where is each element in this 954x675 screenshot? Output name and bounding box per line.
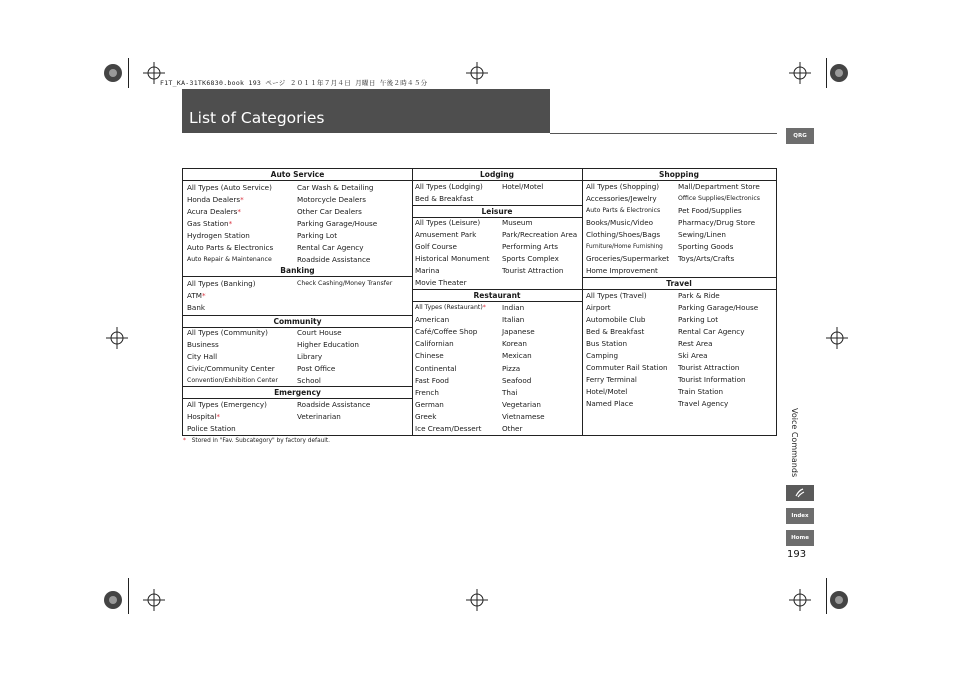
category-item: Sports Complex bbox=[502, 254, 559, 263]
category-item: All Types (Leisure) bbox=[415, 218, 481, 227]
title-bar bbox=[182, 89, 550, 133]
crosshair-icon bbox=[466, 62, 488, 84]
table-column-1 bbox=[183, 169, 413, 435]
crop-mark bbox=[128, 578, 129, 614]
category-item: All Types (Lodging) bbox=[415, 182, 483, 191]
category-item: Japanese bbox=[502, 327, 535, 337]
categories-table bbox=[182, 168, 777, 436]
category-item: Gas Station* bbox=[187, 219, 233, 228]
default-favorite-marker: * bbox=[216, 412, 220, 421]
footnote-text: Stored in "Fav. Subcategory" by factory default. bbox=[191, 438, 331, 444]
category-item: Hydrogen Station bbox=[187, 231, 250, 240]
crop-mark bbox=[128, 58, 129, 88]
category-item: Rental Car Agency bbox=[297, 243, 364, 252]
registration-mark-icon bbox=[828, 589, 850, 611]
category-item: Continental bbox=[415, 363, 457, 373]
category-item: Park & Ride bbox=[678, 291, 720, 300]
category-item: Post Office bbox=[297, 364, 336, 373]
category-item: Roadside Assistance bbox=[297, 400, 371, 409]
category-item: Police Station bbox=[187, 424, 236, 433]
category-item: Office Supplies/Electronics bbox=[678, 195, 761, 202]
category-item: Performing Arts bbox=[502, 242, 559, 251]
default-favorite-marker: * bbox=[228, 219, 233, 228]
section-header-shopping: Shopping bbox=[582, 169, 776, 181]
category-item: Mall/Department Store bbox=[678, 182, 760, 191]
print-header: F1T_KA-31TK6830.book 193 ページ ２０１１年７月４日 月曜日 午後２時４５分 bbox=[160, 79, 428, 87]
category-item: City Hall bbox=[187, 352, 218, 361]
category-item: Pet Food/Supplies bbox=[678, 206, 742, 215]
category-item: Bed & Breakfast bbox=[586, 327, 645, 336]
category-item: Hotel/Motel bbox=[586, 387, 628, 396]
category-item: Library bbox=[297, 352, 323, 361]
category-item: All Types (Auto Service) bbox=[187, 183, 272, 192]
crosshair-icon bbox=[789, 62, 811, 84]
category-item: School bbox=[297, 376, 321, 385]
category-item: All Types (Travel) bbox=[586, 291, 647, 300]
category-item: Ferry Terminal bbox=[586, 375, 637, 384]
category-item: Parking Lot bbox=[297, 231, 338, 240]
category-item: Train Station bbox=[678, 387, 724, 396]
table-column-2 bbox=[412, 169, 583, 435]
category-item: Tourist Attraction bbox=[678, 363, 740, 372]
category-item: American bbox=[415, 315, 450, 325]
category-item: Accessories/Jewelry bbox=[586, 194, 657, 203]
footnote bbox=[183, 438, 330, 444]
category-item: Named Place bbox=[586, 399, 634, 408]
category-item: Airport bbox=[586, 303, 611, 312]
category-item: Pharmacy/Drug Store bbox=[678, 218, 756, 227]
category-item: Californian bbox=[415, 339, 454, 349]
section-header-auto-service: Auto Service bbox=[183, 169, 412, 181]
category-item: Higher Education bbox=[297, 340, 359, 349]
crosshair-icon bbox=[826, 327, 848, 349]
category-item: Hotel/Motel bbox=[502, 182, 544, 191]
category-item: Italian bbox=[502, 315, 525, 325]
category-item: Toys/Arts/Crafts bbox=[678, 254, 735, 263]
category-item: Marina bbox=[415, 266, 440, 275]
default-favorite-marker: * bbox=[240, 195, 244, 204]
category-item: Parking Garage/House bbox=[678, 303, 759, 312]
category-item: German bbox=[415, 399, 444, 409]
table-column-3 bbox=[582, 169, 776, 435]
default-favorite-marker: * bbox=[237, 207, 242, 216]
category-item: Mexican bbox=[502, 351, 532, 361]
category-item: Tourist Information bbox=[678, 375, 746, 384]
category-item: All Types (Restaurant)* bbox=[415, 304, 486, 311]
category-item: Books/Music/Video bbox=[586, 218, 654, 227]
category-item: Movie Theater bbox=[415, 278, 467, 287]
qrg-tab[interactable]: QRG bbox=[786, 128, 814, 144]
category-item: Vegetarian bbox=[502, 399, 541, 409]
category-item: Seafood bbox=[502, 375, 532, 385]
section-header-banking: Banking bbox=[183, 265, 412, 277]
category-item: Fast Food bbox=[415, 375, 449, 385]
category-item: Parking Lot bbox=[678, 315, 719, 324]
home-tab[interactable]: Home bbox=[786, 530, 814, 546]
registration-mark-icon bbox=[828, 62, 850, 84]
category-item: Golf Course bbox=[415, 242, 457, 251]
category-item: Historical Monument bbox=[415, 254, 490, 263]
category-item: Home Improvement bbox=[586, 266, 658, 275]
category-item: Other Car Dealers bbox=[297, 207, 362, 216]
category-item: All Types (Banking) bbox=[187, 279, 256, 288]
category-item: Korean bbox=[502, 339, 527, 349]
category-item: Sporting Goods bbox=[678, 242, 734, 251]
category-item: Other bbox=[502, 424, 523, 433]
category-item: Honda Dealers* bbox=[187, 195, 244, 204]
category-item: Ice Cream/Dessert bbox=[415, 424, 482, 433]
category-item: Bus Station bbox=[586, 339, 628, 348]
category-item: Groceries/Supermarket bbox=[586, 254, 670, 263]
category-item: Rental Car Agency bbox=[678, 327, 745, 336]
category-item: Sewing/Linen bbox=[678, 230, 726, 239]
category-item: Thai bbox=[502, 387, 518, 397]
category-item: Commuter Rail Station bbox=[586, 363, 668, 372]
category-item: Café/Coffee Shop bbox=[415, 327, 478, 337]
category-item: Park/Recreation Area bbox=[502, 230, 578, 239]
title-rule bbox=[550, 133, 777, 134]
section-header-community: Community bbox=[183, 315, 412, 328]
default-favorite-marker: * bbox=[482, 304, 486, 311]
category-item: Vietnamese bbox=[502, 411, 545, 421]
crop-mark bbox=[826, 58, 827, 88]
category-item: Pizza bbox=[502, 363, 521, 373]
category-item: ATM* bbox=[187, 291, 206, 300]
category-item: Camping bbox=[586, 351, 619, 360]
category-item: Indian bbox=[502, 303, 525, 312]
page-title: List of Categories bbox=[189, 109, 325, 127]
default-favorite-marker: * bbox=[201, 291, 206, 300]
category-item: Parking Garage/House bbox=[297, 219, 378, 228]
category-item: Bed & Breakfast bbox=[415, 194, 474, 203]
crosshair-icon bbox=[789, 589, 811, 611]
category-item: Civic/Community Center bbox=[187, 364, 275, 373]
category-item: Auto Parts & Electronics bbox=[187, 243, 274, 252]
category-item: All Types (Emergency) bbox=[187, 400, 267, 409]
footnote-marker: * bbox=[183, 438, 186, 444]
page-number: 193 bbox=[787, 549, 807, 560]
section-header-restaurant: Restaurant bbox=[412, 289, 582, 302]
section-header-lodging: Lodging bbox=[412, 169, 582, 181]
crosshair-icon bbox=[143, 589, 165, 611]
category-item: Chinese bbox=[415, 351, 444, 361]
category-item: Clothing/Shoes/Bags bbox=[586, 230, 661, 239]
category-item: Bank bbox=[187, 303, 206, 312]
section-header-travel: Travel bbox=[582, 277, 776, 290]
category-item: Museum bbox=[502, 218, 533, 227]
section-header-leisure: Leisure bbox=[412, 205, 582, 218]
category-item: Business bbox=[187, 340, 219, 349]
category-item: Acura Dealers* bbox=[187, 207, 242, 216]
category-item: Furniture/Home Furnishing bbox=[586, 244, 663, 250]
category-item: Auto Repair & Maintenance bbox=[187, 256, 272, 263]
category-item: Travel Agency bbox=[678, 399, 729, 408]
category-item: Car Wash & Detailing bbox=[297, 183, 374, 192]
category-item: Roadside Assistance bbox=[297, 255, 371, 264]
section-header-emergency: Emergency bbox=[183, 386, 412, 399]
category-item: French bbox=[415, 387, 439, 397]
category-item: Greek bbox=[415, 411, 437, 421]
category-item: Motorcycle Dealers bbox=[297, 195, 366, 204]
category-item: Ski Area bbox=[678, 351, 708, 360]
registration-mark-icon bbox=[102, 62, 124, 84]
category-item: Veterinarian bbox=[297, 412, 341, 421]
category-item: All Types (Community) bbox=[187, 328, 268, 337]
category-item: Amusement Park bbox=[415, 230, 477, 239]
category-item: Rest Area bbox=[678, 339, 713, 348]
index-tab[interactable]: Index bbox=[786, 508, 814, 524]
category-item: Court House bbox=[297, 328, 342, 337]
category-item: Auto Parts & Electronics bbox=[586, 207, 661, 214]
voice-command-tab[interactable] bbox=[786, 485, 814, 501]
category-item: Tourist Attraction bbox=[502, 266, 564, 275]
category-item: Check Cashing/Money Transfer bbox=[297, 280, 393, 287]
category-item: Hospital* bbox=[187, 412, 220, 421]
registration-mark-icon bbox=[102, 589, 124, 611]
crosshair-icon bbox=[106, 327, 128, 349]
section-label: Voice Commands bbox=[790, 408, 799, 478]
crosshair-icon bbox=[466, 589, 488, 611]
crop-mark bbox=[826, 578, 827, 614]
category-item: All Types (Shopping) bbox=[586, 182, 660, 191]
category-item: Convention/Exhibition Center bbox=[187, 377, 278, 384]
category-item: Automobile Club bbox=[586, 315, 646, 324]
voice-command-icon bbox=[794, 488, 806, 498]
